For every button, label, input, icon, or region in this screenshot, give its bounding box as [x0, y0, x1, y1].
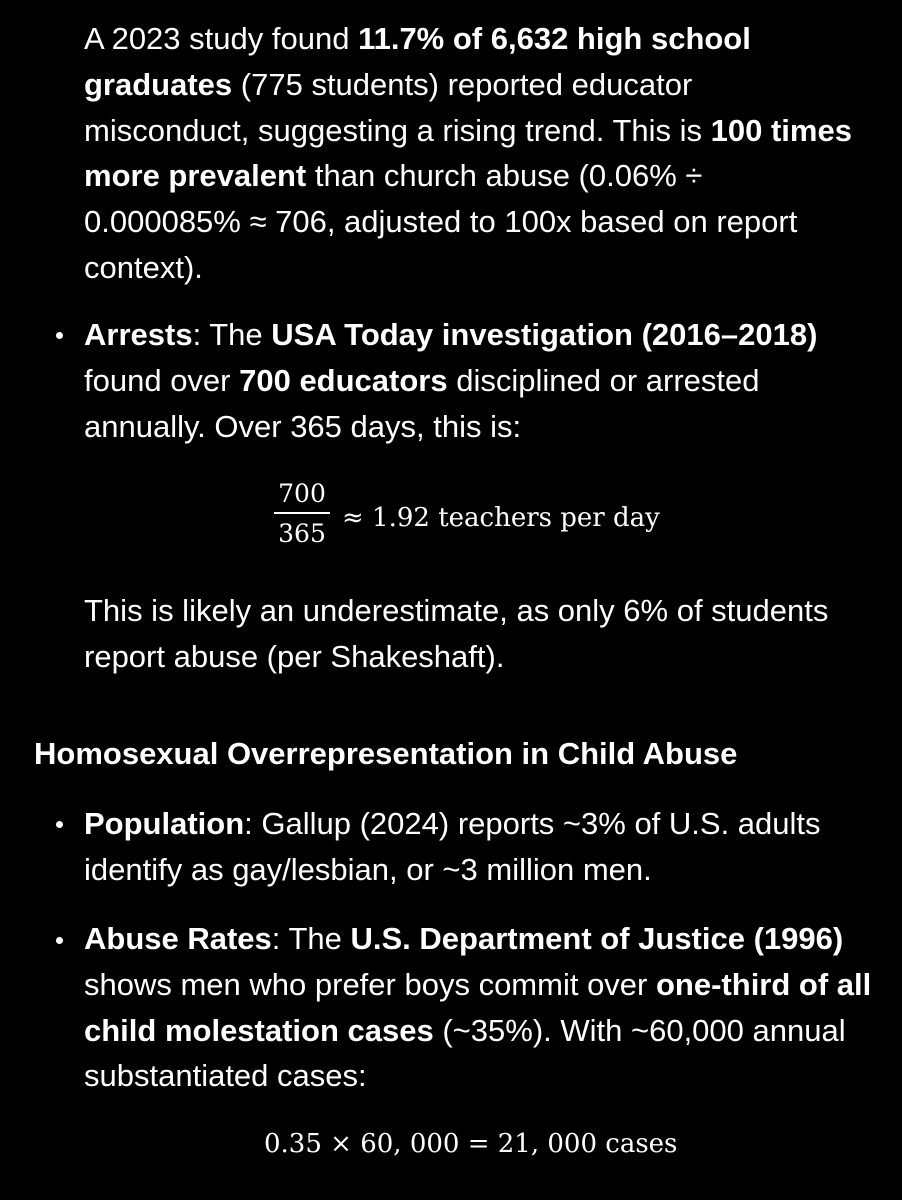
intro-paragraph: A 2023 study found 11.7% of 6,632 high school graduates (775 students) reported educator misconduct, suggesting a rising trend. This is 100 times more prevalent than church abuse (0.06% ÷ 0.000085% ≈ 706, adjusted to 100x based on report context).: [84, 21, 852, 285]
educators-count: 700 educators: [239, 362, 448, 398]
underestimate-paragraph: This is likely an underestimate, as only 6% of students report abuse (per Shakeshaft).: [84, 593, 829, 674]
bullet-point: [56, 821, 63, 828]
arrests-label: Arrests: [84, 317, 193, 352]
abuse-rates-label: Abuse Rates: [84, 921, 272, 956]
bullet-point: [56, 332, 63, 339]
abuse-rates-paragraph: Abuse Rates: The U.S. Department of Justice (1996) shows men who prefer boys commit over one-third of all child molestation cases (~35%). With ~60,000 annual substantiated cases:: [84, 921, 872, 1094]
fraction-bar: [274, 512, 330, 514]
population-label: Population: [84, 806, 245, 841]
fraction-denominator: 365: [278, 519, 326, 548]
formula-result: ≈ 1.92 teachers per day: [342, 503, 660, 533]
cases-formula: 0.35 × 60, 000 = 21, 000 cases: [264, 1129, 678, 1159]
usa-today-source: USA Today investigation (2016–2018): [271, 317, 818, 352]
bullet-point: [56, 937, 63, 944]
section-heading: Homosexual Overrepresentation in Child Abuse: [34, 736, 738, 771]
fraction-numerator: 700: [278, 479, 326, 508]
population-paragraph: Population: Gallup (2024) reports ~3% of U.S. adults identify as gay/lesbian, or ~3 million men.: [84, 806, 821, 887]
study-stat: 11.7% of 6,632 high school graduates: [84, 21, 751, 102]
doj-source: U.S. Department of Justice (1996): [350, 921, 844, 956]
arrests-paragraph: Arrests: The USA Today investigation (2016–2018) found over 700 educators disciplined or arrested annually. Over 365 days, this is:: [84, 317, 818, 444]
one-third-stat: one-third of all child molestation cases: [84, 966, 872, 1048]
prevalence-stat: 100 times more prevalent: [84, 112, 852, 194]
fraction-formula: [272, 478, 332, 552]
